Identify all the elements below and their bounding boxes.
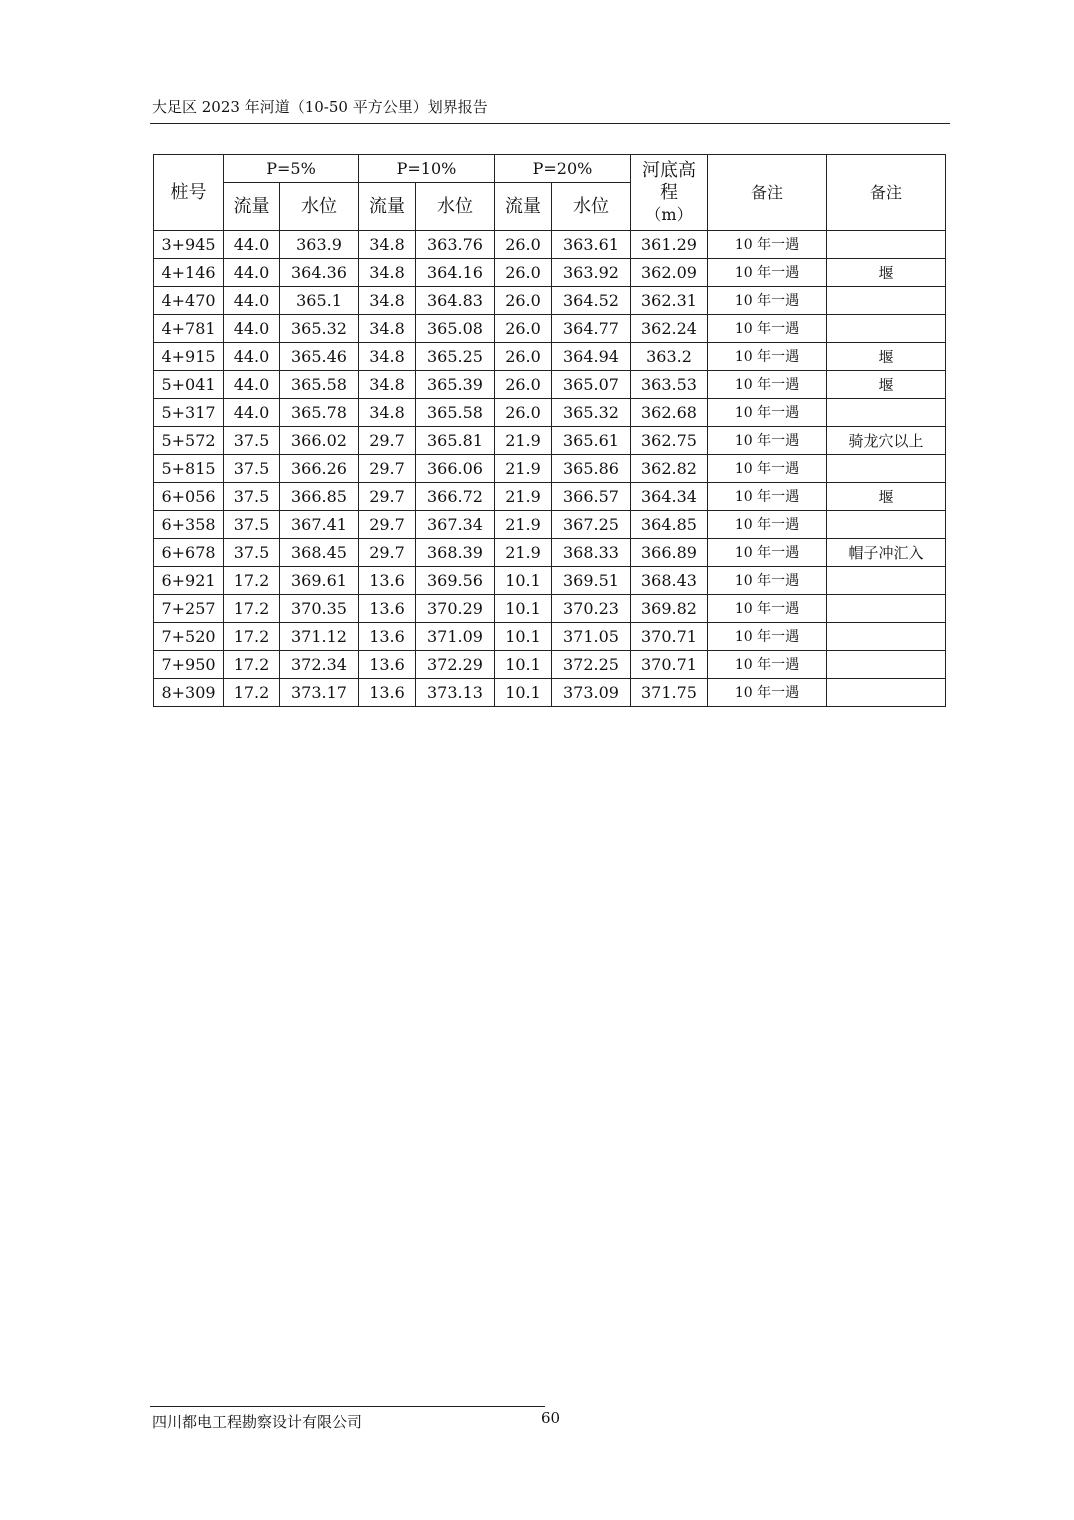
cell-p5-level: 369.61 [280, 567, 359, 595]
cell-p20-flow: 26.0 [495, 371, 552, 399]
cell-p10-level: 372.29 [416, 651, 495, 679]
cell-note-1: 10 年一遇 [708, 623, 827, 651]
cell-note-2 [827, 511, 946, 539]
cell-p10-flow: 34.8 [359, 287, 416, 315]
cell-p20-flow: 10.1 [495, 595, 552, 623]
cell-p20-level: 363.61 [552, 231, 631, 259]
cell-note-1: 10 年一遇 [708, 259, 827, 287]
cell-p20-flow: 26.0 [495, 259, 552, 287]
cell-station: 5+317 [154, 399, 224, 427]
cell-p10-level: 365.39 [416, 371, 495, 399]
table-row [154, 511, 946, 539]
cell-p5-flow: 44.0 [224, 371, 280, 399]
header-note-2: 备注 [827, 155, 946, 231]
cell-p5-flow: 37.5 [224, 455, 280, 483]
cell-bed-elevation: 361.29 [631, 231, 708, 259]
cell-p5-level: 365.1 [280, 287, 359, 315]
cell-p20-level: 372.25 [552, 651, 631, 679]
cell-p20-flow: 21.9 [495, 455, 552, 483]
cell-note-1: 10 年一遇 [708, 399, 827, 427]
cell-station: 3+945 [154, 231, 224, 259]
cell-p5-flow: 44.0 [224, 343, 280, 371]
cell-p20-level: 364.52 [552, 287, 631, 315]
cell-p5-level: 367.41 [280, 511, 359, 539]
cell-p5-level: 373.17 [280, 679, 359, 707]
cell-p5-flow: 37.5 [224, 539, 280, 567]
cell-bed-elevation: 363.2 [631, 343, 708, 371]
cell-note-2 [827, 595, 946, 623]
header-bed-elevation [631, 155, 708, 231]
cell-note-1: 10 年一遇 [708, 315, 827, 343]
cell-note-1: 10 年一遇 [708, 371, 827, 399]
cell-bed-elevation: 366.89 [631, 539, 708, 567]
header-p10-level: 水位 [416, 183, 495, 231]
document-header-title: 大足区 2023 年河道（10-50 平方公里）划界报告 [152, 98, 488, 116]
cell-p10-flow: 13.6 [359, 651, 416, 679]
cell-p20-flow: 26.0 [495, 399, 552, 427]
cell-p10-level: 364.83 [416, 287, 495, 315]
cell-p5-level: 366.02 [280, 427, 359, 455]
cell-p20-level: 367.25 [552, 511, 631, 539]
cell-note-1: 10 年一遇 [708, 427, 827, 455]
cell-p10-level: 365.08 [416, 315, 495, 343]
cell-note-1: 10 年一遇 [708, 231, 827, 259]
cell-p10-flow: 34.8 [359, 315, 416, 343]
cell-p5-level: 370.35 [280, 595, 359, 623]
cell-p5-level: 365.32 [280, 315, 359, 343]
header-station: 桩号 [154, 155, 224, 231]
cell-station: 6+921 [154, 567, 224, 595]
cell-note-1: 10 年一遇 [708, 511, 827, 539]
cell-p10-flow: 34.8 [359, 399, 416, 427]
cell-station: 8+309 [154, 679, 224, 707]
cell-bed-elevation: 362.31 [631, 287, 708, 315]
header-group-p20: P=20% [495, 155, 631, 183]
cell-p20-level: 373.09 [552, 679, 631, 707]
cell-station: 4+146 [154, 259, 224, 287]
table-row [154, 399, 946, 427]
header-p20-level: 水位 [552, 183, 631, 231]
table-row [154, 623, 946, 651]
table-row [154, 427, 946, 455]
cell-p5-level: 364.36 [280, 259, 359, 287]
table-row [154, 343, 946, 371]
cell-p20-flow: 26.0 [495, 343, 552, 371]
table-row [154, 651, 946, 679]
table-row [154, 539, 946, 567]
cell-p10-level: 366.72 [416, 483, 495, 511]
cell-p5-flow: 37.5 [224, 511, 280, 539]
cell-bed-elevation: 371.75 [631, 679, 708, 707]
cell-note-2: 堰 [827, 343, 946, 371]
cell-note-2: 骑龙穴以上 [827, 427, 946, 455]
cell-p10-level: 370.29 [416, 595, 495, 623]
cell-p20-level: 371.05 [552, 623, 631, 651]
cell-note-2: 帽子冲汇入 [827, 539, 946, 567]
cell-p10-flow: 34.8 [359, 371, 416, 399]
cell-p10-flow: 29.7 [359, 483, 416, 511]
footer-company: 四川都电工程勘察设计有限公司 [152, 1413, 363, 1431]
cell-p10-flow: 13.6 [359, 623, 416, 651]
hydrology-table [153, 154, 946, 707]
table-row [154, 259, 946, 287]
table-row [154, 371, 946, 399]
cell-p20-level: 370.23 [552, 595, 631, 623]
cell-p20-level: 365.61 [552, 427, 631, 455]
cell-p10-flow: 13.6 [359, 679, 416, 707]
cell-p20-level: 365.86 [552, 455, 631, 483]
cell-p20-level: 363.92 [552, 259, 631, 287]
table-row [154, 315, 946, 343]
cell-bed-elevation: 370.71 [631, 623, 708, 651]
cell-p20-flow: 26.0 [495, 287, 552, 315]
cell-note-1: 10 年一遇 [708, 343, 827, 371]
cell-p20-level: 364.77 [552, 315, 631, 343]
cell-p20-flow: 10.1 [495, 567, 552, 595]
cell-p20-level: 366.57 [552, 483, 631, 511]
header-p20-flow: 流量 [495, 183, 552, 231]
cell-bed-elevation: 362.09 [631, 259, 708, 287]
cell-p5-flow: 17.2 [224, 595, 280, 623]
header-group-p10: P=10% [359, 155, 495, 183]
header-divider [150, 123, 950, 124]
cell-p10-level: 373.13 [416, 679, 495, 707]
cell-p10-flow: 13.6 [359, 567, 416, 595]
cell-p20-flow: 10.1 [495, 623, 552, 651]
cell-note-1: 10 年一遇 [708, 539, 827, 567]
cell-p5-level: 365.78 [280, 399, 359, 427]
cell-note-2 [827, 567, 946, 595]
cell-p5-flow: 17.2 [224, 651, 280, 679]
header-p5-level: 水位 [280, 183, 359, 231]
cell-note-1: 10 年一遇 [708, 287, 827, 315]
cell-note-1: 10 年一遇 [708, 679, 827, 707]
cell-p10-flow: 34.8 [359, 231, 416, 259]
cell-p10-flow: 29.7 [359, 427, 416, 455]
cell-note-2 [827, 455, 946, 483]
cell-bed-elevation: 364.85 [631, 511, 708, 539]
cell-p20-level: 365.32 [552, 399, 631, 427]
cell-bed-elevation: 370.71 [631, 651, 708, 679]
cell-station: 5+815 [154, 455, 224, 483]
cell-p5-flow: 37.5 [224, 427, 280, 455]
table-row [154, 567, 946, 595]
cell-note-2 [827, 287, 946, 315]
cell-p5-flow: 44.0 [224, 399, 280, 427]
header-p5-flow: 流量 [224, 183, 280, 231]
cell-p20-flow: 21.9 [495, 483, 552, 511]
cell-p5-flow: 44.0 [224, 315, 280, 343]
cell-p10-level: 363.76 [416, 231, 495, 259]
cell-p10-flow: 34.8 [359, 259, 416, 287]
cell-p5-level: 368.45 [280, 539, 359, 567]
cell-p20-flow: 26.0 [495, 231, 552, 259]
header-bed-elevation-line1: 河底高 [642, 159, 696, 181]
header-p10-flow: 流量 [359, 183, 416, 231]
table-row [154, 287, 946, 315]
table-row [154, 231, 946, 259]
cell-bed-elevation: 362.75 [631, 427, 708, 455]
cell-note-2 [827, 651, 946, 679]
cell-station: 7+950 [154, 651, 224, 679]
cell-p10-level: 371.09 [416, 623, 495, 651]
cell-bed-elevation: 363.53 [631, 371, 708, 399]
cell-note-1: 10 年一遇 [708, 595, 827, 623]
cell-p5-level: 366.26 [280, 455, 359, 483]
cell-p10-level: 366.06 [416, 455, 495, 483]
cell-note-1: 10 年一遇 [708, 567, 827, 595]
cell-p5-flow: 17.2 [224, 679, 280, 707]
cell-p5-level: 372.34 [280, 651, 359, 679]
cell-p5-flow: 44.0 [224, 287, 280, 315]
cell-p20-level: 369.51 [552, 567, 631, 595]
cell-note-2 [827, 315, 946, 343]
cell-bed-elevation: 364.34 [631, 483, 708, 511]
cell-p5-level: 363.9 [280, 231, 359, 259]
table-body [154, 231, 946, 707]
header-bed-elevation-unit: （m） [645, 204, 693, 224]
cell-p20-flow: 21.9 [495, 511, 552, 539]
cell-p20-flow: 10.1 [495, 679, 552, 707]
cell-p10-flow: 29.7 [359, 511, 416, 539]
header-bed-elevation-line2: 程 [660, 181, 678, 203]
cell-note-2 [827, 399, 946, 427]
cell-note-1: 10 年一遇 [708, 483, 827, 511]
cell-p10-level: 365.25 [416, 343, 495, 371]
cell-note-2: 堰 [827, 371, 946, 399]
cell-station: 6+358 [154, 511, 224, 539]
cell-bed-elevation: 368.43 [631, 567, 708, 595]
cell-p20-level: 364.94 [552, 343, 631, 371]
table-header-row-1 [154, 155, 946, 183]
cell-note-2: 堰 [827, 259, 946, 287]
cell-station: 5+041 [154, 371, 224, 399]
cell-p5-level: 365.58 [280, 371, 359, 399]
cell-p20-flow: 26.0 [495, 315, 552, 343]
cell-note-1: 10 年一遇 [708, 651, 827, 679]
page-number: 60 [541, 1409, 561, 1427]
cell-note-2: 堰 [827, 483, 946, 511]
cell-p10-level: 368.39 [416, 539, 495, 567]
cell-note-2 [827, 231, 946, 259]
cell-station: 4+915 [154, 343, 224, 371]
footer-divider [150, 1406, 545, 1407]
cell-p10-flow: 29.7 [359, 455, 416, 483]
cell-station: 7+520 [154, 623, 224, 651]
cell-p5-level: 371.12 [280, 623, 359, 651]
cell-p5-flow: 17.2 [224, 567, 280, 595]
table-row [154, 679, 946, 707]
cell-p10-level: 367.34 [416, 511, 495, 539]
cell-p5-level: 365.46 [280, 343, 359, 371]
cell-station: 6+056 [154, 483, 224, 511]
header-group-p5: P=5% [224, 155, 359, 183]
cell-p20-flow: 10.1 [495, 651, 552, 679]
cell-p10-flow: 29.7 [359, 539, 416, 567]
cell-p10-level: 364.16 [416, 259, 495, 287]
cell-bed-elevation: 362.24 [631, 315, 708, 343]
cell-station: 4+470 [154, 287, 224, 315]
cell-p10-flow: 34.8 [359, 343, 416, 371]
cell-note-2 [827, 679, 946, 707]
cell-station: 5+572 [154, 427, 224, 455]
cell-p10-level: 365.81 [416, 427, 495, 455]
cell-p20-flow: 21.9 [495, 427, 552, 455]
cell-p20-flow: 21.9 [495, 539, 552, 567]
table-row [154, 455, 946, 483]
cell-station: 6+678 [154, 539, 224, 567]
cell-p10-flow: 13.6 [359, 595, 416, 623]
cell-p5-flow: 44.0 [224, 259, 280, 287]
cell-station: 7+257 [154, 595, 224, 623]
table-row [154, 595, 946, 623]
table-row [154, 483, 946, 511]
cell-p5-flow: 17.2 [224, 623, 280, 651]
header-note-1: 备注 [708, 155, 827, 231]
cell-p20-level: 365.07 [552, 371, 631, 399]
cell-p5-level: 366.85 [280, 483, 359, 511]
cell-note-1: 10 年一遇 [708, 455, 827, 483]
cell-bed-elevation: 362.68 [631, 399, 708, 427]
cell-p5-flow: 44.0 [224, 231, 280, 259]
cell-p20-level: 368.33 [552, 539, 631, 567]
cell-station: 4+781 [154, 315, 224, 343]
cell-bed-elevation: 362.82 [631, 455, 708, 483]
cell-p5-flow: 37.5 [224, 483, 280, 511]
cell-bed-elevation: 369.82 [631, 595, 708, 623]
cell-note-2 [827, 623, 946, 651]
cell-p10-level: 369.56 [416, 567, 495, 595]
cell-p10-level: 365.58 [416, 399, 495, 427]
